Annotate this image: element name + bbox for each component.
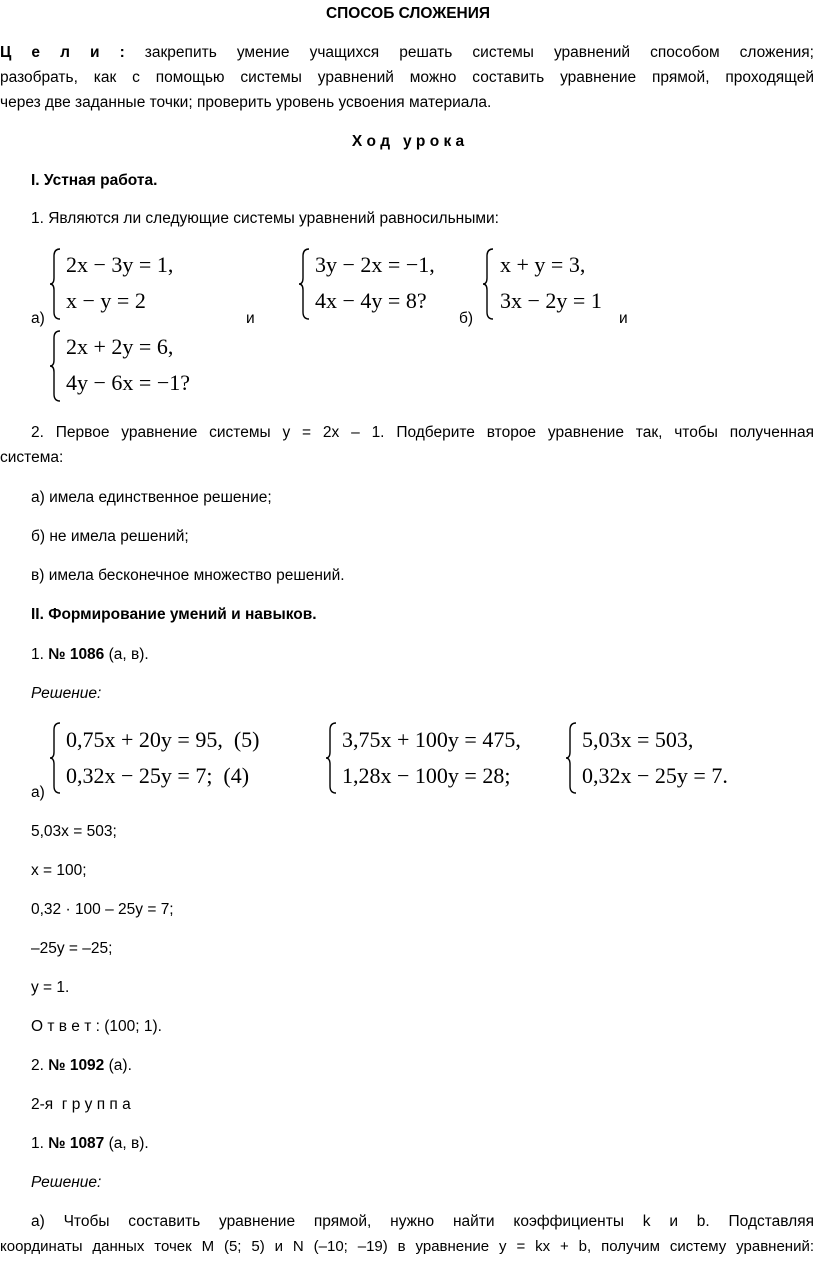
exercise-1087 — [31, 1135, 149, 1153]
brace-icon — [49, 722, 59, 794]
task-1-text: 1. Являются ли следующие системы уравнений равносильными: — [31, 210, 499, 227]
solution-step-5: y = 1. — [31, 979, 70, 996]
solution-label-1: Решение: — [31, 685, 102, 702]
exercise-suffix: (а, в). — [104, 646, 149, 663]
system-1-eq-1: 2x − 3y = 1, — [66, 252, 174, 277]
group-2-heading: 2-я г р у п п а — [31, 1096, 131, 1113]
exercise-number: № 1092 — [48, 1057, 105, 1074]
goals-line-3: через две заданные точки; проверить уровень усвоения материала. — [0, 94, 492, 111]
goals-line-1 — [0, 44, 814, 62]
system-3-eq-2: 3x − 2y = 1 — [500, 288, 602, 313]
brace-icon — [298, 248, 308, 320]
exercise-number: № 1086 — [48, 646, 105, 663]
final-line-1: а) Чтобы составить уравнение прямой, нужно найти коэффициенты k и b. Подставляя — [31, 1213, 814, 1230]
system-2-eq-2: 4x − 4y = 8? — [315, 288, 427, 313]
exercise-1092 — [31, 1057, 132, 1075]
goals-text-1: закрепить умение учащихся решать системы уравнений способом сложения; — [124, 44, 814, 61]
solution-step-2: x = 100; — [31, 862, 87, 879]
system-c-eq-2: 0,32x − 25y = 7. — [582, 763, 728, 788]
label-b-1: б) — [459, 310, 474, 327]
brace-icon — [325, 722, 335, 794]
label-and-1: и — [246, 310, 255, 327]
system-b-eq-2: 1,28x − 100y = 28; — [342, 763, 511, 788]
label-a-2: а) — [31, 784, 45, 801]
system-a-eq-1: 0,75x + 20y = 95, (5) — [66, 727, 260, 752]
system-1-eq-2: x − y = 2 — [66, 288, 146, 313]
label-and-2: и — [619, 310, 628, 327]
task-2-line-2: система: — [0, 449, 64, 466]
option-a: а) имела единственное решение; — [31, 489, 272, 506]
solution-step-3: 0,32 · 100 – 25y = 7; — [31, 901, 174, 918]
system-3-eq-1: x + y = 3, — [500, 252, 586, 277]
exercise-prefix: 1. — [31, 646, 49, 663]
system-2-eq-1: 3y − 2x = −1, — [315, 252, 435, 277]
exercise-suffix: (а). — [104, 1057, 132, 1074]
solution-step-1: 5,03x = 503; — [31, 823, 117, 840]
final-line-2: координаты данных точек M (5; 5) и N (–10; –19) в уравнение y = kx + b, получим систему уравнений: — [0, 1238, 814, 1255]
goals-label: Ц е л и : — [0, 44, 125, 61]
brace-icon — [482, 248, 492, 320]
section-1-heading: I. Устная работа. — [31, 172, 158, 189]
label-a-1: а) — [31, 310, 45, 327]
exercise-1086 — [31, 646, 149, 664]
option-b: б) не имела решений; — [31, 528, 189, 545]
system-4-eq-2: 4y − 6x = −1? — [66, 370, 190, 395]
system-b-eq-1: 3,75x + 100y = 475, — [342, 727, 521, 752]
page-title: СПОСОБ СЛОЖЕНИЯ — [325, 5, 491, 22]
exercise-prefix: 1. — [31, 1135, 49, 1152]
brace-icon — [565, 722, 575, 794]
system-c-eq-1: 5,03x = 503, — [582, 727, 694, 752]
solution-step-4: –25y = –25; — [31, 940, 113, 957]
brace-icon — [49, 248, 59, 320]
lesson-heading: Х о д у р о к а — [351, 133, 465, 150]
solution-label-2: Решение: — [31, 1174, 102, 1191]
task-2-line-1: 2. Первое уравнение системы y = 2x – 1. Подберите второе уравнение так, чтобы полученная — [31, 424, 814, 441]
brace-icon — [49, 330, 59, 402]
system-4-eq-1: 2x + 2y = 6, — [66, 334, 174, 359]
goals-line-2: разобрать, как с помощью системы уравнений можно составить уравнение прямой, проходящей — [0, 69, 814, 86]
section-2-heading: II. Формирование умений и навыков. — [31, 606, 317, 623]
system-a-eq-2: 0,32x − 25y = 7; (4) — [66, 763, 250, 788]
option-c: в) имела бесконечное множество решений. — [31, 567, 345, 584]
exercise-suffix: (а, в). — [104, 1135, 149, 1152]
exercise-number: № 1087 — [48, 1135, 105, 1152]
exercise-prefix: 2. — [31, 1057, 49, 1074]
answer-line: О т в е т : (100; 1). — [31, 1018, 162, 1035]
